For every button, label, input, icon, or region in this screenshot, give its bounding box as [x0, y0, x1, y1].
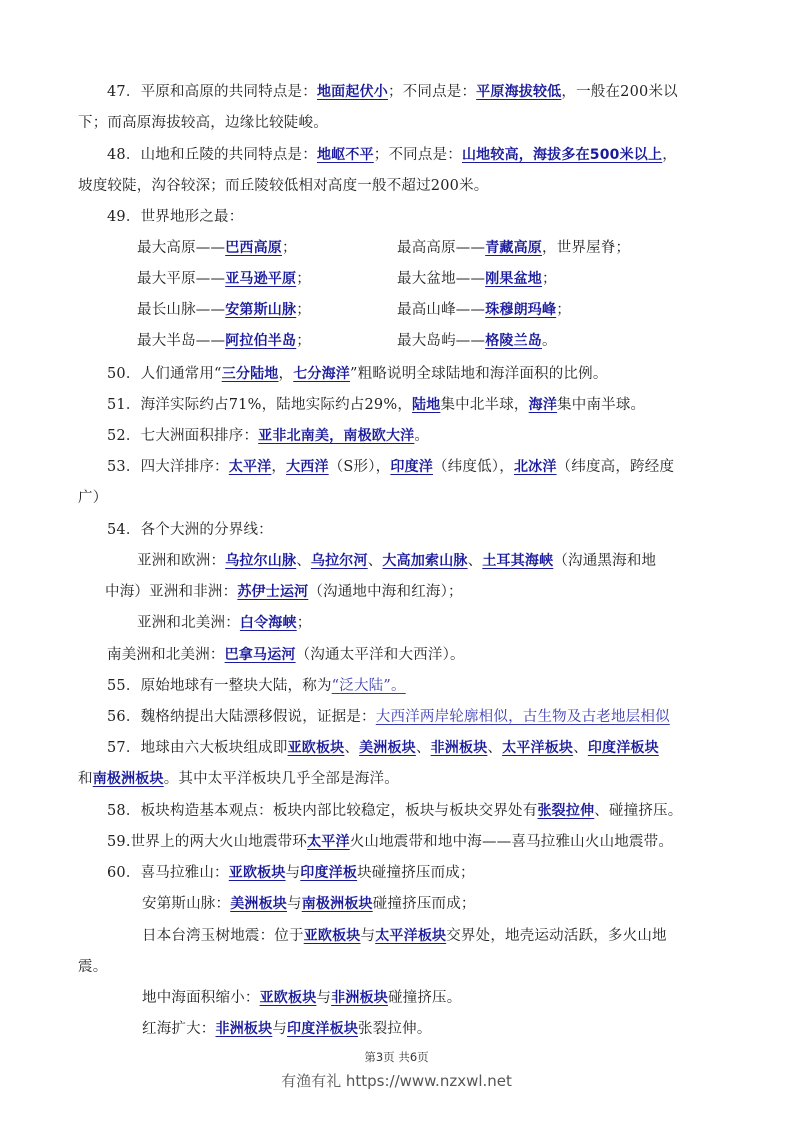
superlative-left: 最大半岛——阿拉伯半岛； [137, 333, 311, 349]
item-60: 60．喜马拉雅山：亚欧板块与印度洋板块碰撞挤压而成； [107, 865, 475, 881]
item-53: 53．四大洋排序：太平洋，大西洋（S形），印度洋（纬度低），北冰洋（纬度高，跨经度 [107, 459, 675, 475]
superlative-right: 最大盆地——刚果盆地； [397, 271, 557, 287]
keyword: 地面起伏小 [316, 84, 388, 100]
item-55: 55．原始地球有一整块大陆，称为“泛大陆”。 [107, 678, 406, 694]
superlative-left: 最大高原——巴西高原； [137, 240, 297, 256]
keyword: 平原海拔较低 [476, 84, 562, 100]
item-52: 52．七大洲面积排序：亚非北南美，南极欧大洋。 [107, 428, 430, 444]
item-58: 58．板块构造基本观点：板块内部比较稳定，板块与板块交界处有张裂拉伸、碰撞挤压。 [107, 803, 683, 819]
item-56: 56．魏格纳提出大陆漂移假说，证据是：大西洋两岸轮廓相似，古生物及古老地层相似 [107, 709, 670, 725]
item-48: 48．山地和丘陵的共同特点是：地岖不平；不同点是：山地较高，海拔多在500米以上， [107, 147, 677, 163]
boundary-asia-africa: 中海）亚洲和非洲：苏伊士运河（沟通地中海和红海）； [105, 584, 463, 600]
boundary-asia-europe: 亚洲和欧洲：乌拉尔山脉、乌拉尔河、大高加索山脉、土耳其海峡（沟通黑海和地 [137, 553, 657, 569]
superlative-right: 最高高原——青藏高原，世界屋脊； [397, 240, 631, 256]
keyword: 山地较高，海拔多在500米以上 [461, 147, 663, 163]
item-53-cont: 广） [78, 490, 108, 506]
item-48-cont: 坡度较陡，沟谷较深；而丘陵较低相对高度一般不超过200米。 [78, 178, 489, 194]
superlative-left: 最大平原——亚马逊平原； [137, 271, 311, 287]
superlative-right: 最高山峰——珠穆朗玛峰； [397, 302, 571, 318]
boundary-americas: 南美洲和北美洲：巴拿马运河（沟通太平洋和大西洋）。 [107, 647, 465, 663]
item-49: 49．世界地形之最： [107, 209, 244, 225]
item-57: 57．地球由六大板块组成即亚欧板块、美洲板块、非洲板块、太平洋板块、印度洋板块 [107, 740, 659, 756]
item-50: 50．人们通常用“三分陆地，七分海洋”粗略说明全球陆地和海洋面积的比例。 [107, 366, 608, 382]
item-57-cont: 和南极洲板块。其中太平洋板块几乎全部是海洋。 [78, 771, 399, 787]
japan-line: 日本台湾玉树地震：位于亚欧板块与太平洋板块交界处，地壳运动活跃，多火山地 [142, 928, 667, 944]
japan-line-cont: 震。 [78, 959, 108, 975]
page-number: 第3页 共6页 [364, 1050, 429, 1064]
superlative-left: 最长山脉——安第斯山脉； [137, 302, 311, 318]
andes-line: 安第斯山脉：美洲板块与南极洲板块碰撞挤压而成； [142, 896, 476, 912]
item-47: 47．平原和高原的共同特点是：地面起伏小；不同点是：平原海拔较低，一般在200米以 [107, 84, 678, 100]
boundary-asia-north-america: 亚洲和北美洲：白令海峡； [137, 615, 312, 631]
item-47-cont: 下；而高原海拔较高，边缘比较陡峻。 [78, 115, 328, 131]
item-59: 59.世界上的两大火山地震带环太平洋火山地震带和地中海——喜马拉雅山火山地震带。 [107, 834, 674, 850]
item-54: 54．各个大洲的分界线： [107, 522, 273, 538]
superlative-right: 最大岛屿——格陵兰岛。 [397, 333, 557, 349]
red-sea-line: 红海扩大：非洲板块与印度洋板块张裂拉伸。 [142, 1021, 432, 1037]
keyword: 地岖不平 [316, 147, 374, 163]
mediterranean-line: 地中海面积缩小：亚欧板块与非洲板块碰撞挤压。 [142, 990, 462, 1006]
watermark: 有渔有礼 https://www.nzxwl.net [281, 1072, 512, 1090]
item-51: 51．海洋实际约占71%，陆地实际约占29%，陆地集中北半球，海洋集中南半球。 [107, 397, 646, 413]
